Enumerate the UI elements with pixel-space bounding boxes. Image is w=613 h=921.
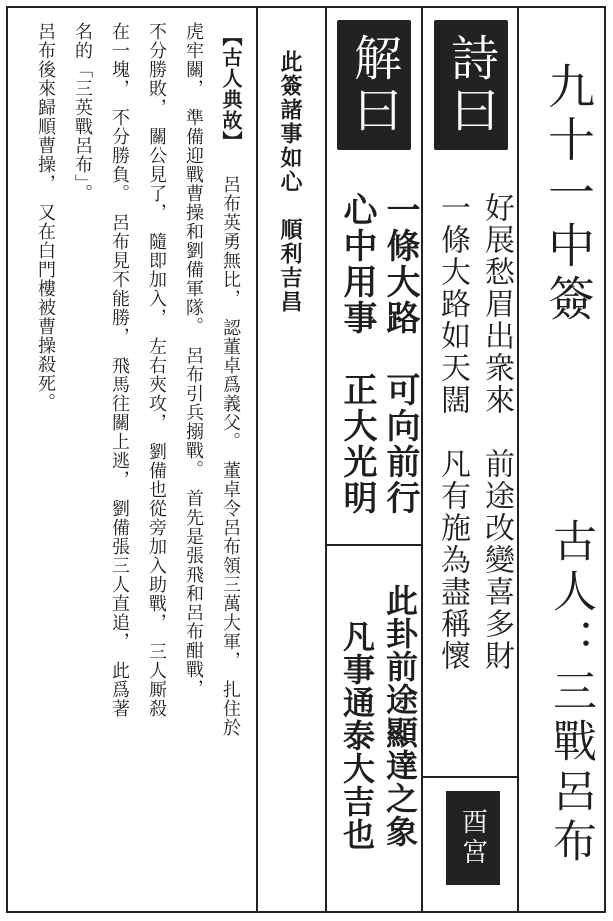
divider-summary xyxy=(325,8,327,911)
fortune-title: 九十一中簽 xyxy=(540,62,595,327)
poem-line-1: 好展愁眉出衆來 前途改變喜多財 xyxy=(479,192,514,672)
poem-badge: 詩曰 xyxy=(434,20,508,150)
story-line-2: 虎牢關， 準備迎戰曹操和劉備軍隊。 呂布引兵搦戰。 首先是張飛和呂布酣戰， xyxy=(183,22,204,698)
hexagram-line-1: 此卦前途顯達之象 xyxy=(381,584,419,848)
hexagram-line-2: 凡事通泰大吉也 xyxy=(338,620,376,851)
divider-hexagram xyxy=(325,544,421,546)
story-line-3: 不分勝敗， 關公見了， 隨即加入， 左右夾攻， 劉備也從旁加入助戰， 三人厮殺 xyxy=(146,22,167,718)
story-label: 【古人典故】 xyxy=(219,26,243,152)
explain-line-2: 心中用事 正大光明 xyxy=(337,192,377,516)
poem-line-2: 一條大路如天闊 凡有施為盡稱懷 xyxy=(435,192,470,672)
explain-line-1: 一條大路 可向前行 xyxy=(380,192,420,516)
story-line-1: 呂布英勇無比， 認董卓爲義父。 董卓令呂布領三萬大軍， 扎住於 xyxy=(220,175,241,737)
story-title: 古人：三戰呂布 xyxy=(545,518,596,868)
divider-story xyxy=(256,8,258,911)
explain-badge: 解曰 xyxy=(337,20,411,150)
palace-badge: 酉宮 xyxy=(446,791,500,885)
summary-text: 此簽諸事如心 順利吉昌 xyxy=(277,50,302,314)
divider-palace xyxy=(421,776,517,778)
story-line-6: 呂布後來歸順曹操， 又在白門樓被曹操殺死。 xyxy=(35,22,56,412)
story-line-5: 名的「三英戰呂布」。 xyxy=(72,22,93,203)
story-line-4: 在一塊， 不分勝負。 呂布見不能勝， 飛馬往關上逃， 劉備張三人直追， 此爲著 xyxy=(109,22,130,718)
